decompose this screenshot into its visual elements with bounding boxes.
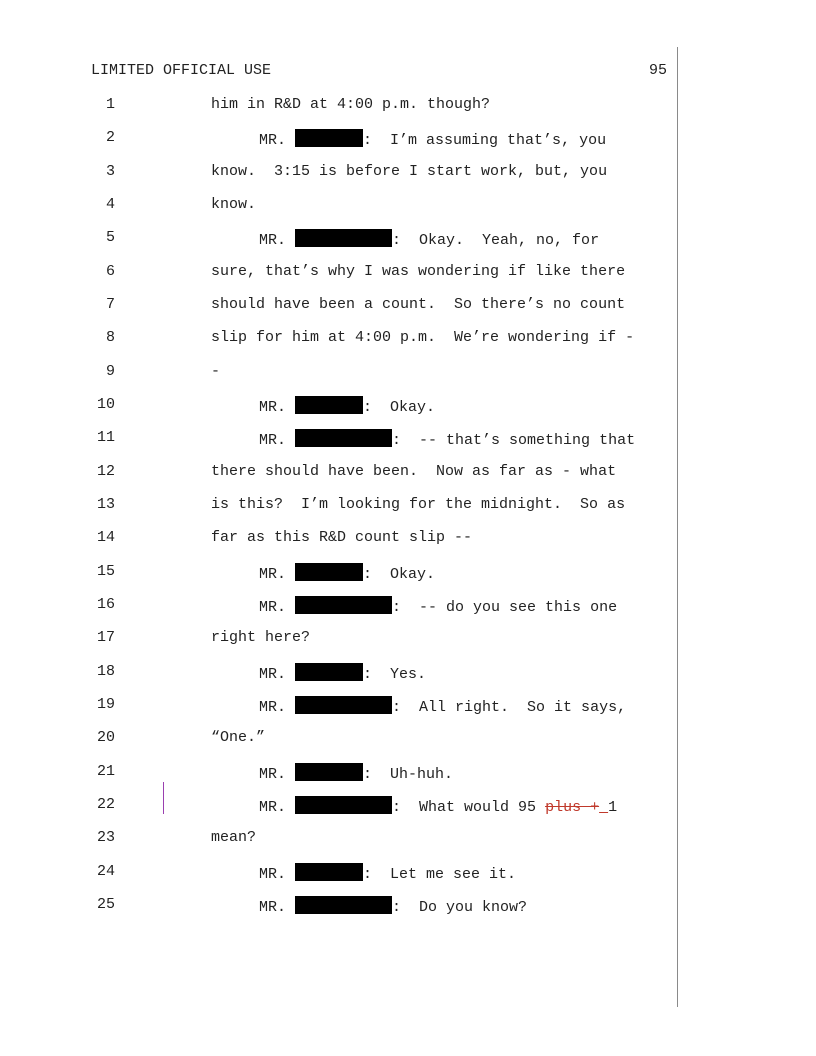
redaction-block (295, 896, 392, 914)
line-text: : I’m assuming that’s, you (363, 132, 607, 149)
line-number: 12 (96, 463, 115, 480)
transcript-line (0, 629, 816, 651)
line-number: 3 (105, 163, 115, 180)
line-number: 4 (105, 196, 115, 213)
speaker-prefix: MR. (259, 132, 287, 149)
transcript-line (0, 329, 816, 351)
speaker-line (259, 429, 635, 449)
speaker-line (259, 596, 617, 616)
line-number: 11 (96, 429, 115, 446)
line-text: : Okay. Yeah, no, for (392, 232, 600, 249)
line-number: 6 (105, 263, 115, 280)
line-text: : Uh-huh. (363, 766, 454, 783)
transcript-line (0, 163, 816, 185)
header-classification: LIMITED OFFICIAL USE (91, 62, 272, 79)
page-number: 95 (648, 62, 667, 79)
speaker-prefix: MR. (259, 799, 287, 816)
speaker-line (259, 763, 453, 783)
transcript-line (0, 529, 816, 551)
speaker-prefix: MR. (259, 866, 287, 883)
transcript-line (0, 663, 816, 685)
line-text: him in R&D at 4:00 p.m. though? (211, 96, 491, 113)
line-text: slip for him at 4:00 p.m. We’re wondering if - (211, 329, 635, 346)
line-text: should have been a count. So there’s no count (211, 296, 626, 313)
line-number: 21 (96, 763, 115, 780)
transcript-line (0, 129, 816, 151)
speaker-line (259, 896, 527, 916)
speaker-prefix: MR. (259, 766, 287, 783)
line-number: 25 (96, 896, 115, 913)
line-text-end: 1 (608, 799, 618, 816)
transcript-line (0, 463, 816, 485)
transcript-line (0, 563, 816, 585)
line-number: 7 (105, 296, 115, 313)
speaker-line (259, 396, 435, 416)
line-text: know. (211, 196, 257, 213)
transcript-line (0, 829, 816, 851)
line-text: is this? I’m looking for the midnight. So as (211, 496, 626, 513)
transcript-line (0, 196, 816, 218)
line-number: 9 (105, 363, 115, 380)
transcript-line (0, 229, 816, 251)
transcript-line (0, 696, 816, 718)
line-text: : All right. So it says, (392, 699, 627, 716)
transcript-line (0, 863, 816, 885)
speaker-line (259, 129, 606, 149)
line-number: 14 (96, 529, 115, 546)
line-number: 24 (96, 863, 115, 880)
transcript-line (0, 396, 816, 418)
line-number: 20 (96, 729, 115, 746)
line-number: 18 (96, 663, 115, 680)
tracked-deletion: plus + (545, 799, 600, 816)
transcript-line (0, 429, 816, 451)
transcript-line (0, 496, 816, 518)
speaker-line (259, 563, 435, 583)
redaction-block (295, 596, 392, 614)
redaction-block (295, 429, 392, 447)
line-text: mean? (211, 829, 257, 846)
line-text: know. 3:15 is before I start work, but, you (211, 163, 608, 180)
line-number: 17 (96, 629, 115, 646)
line-number: 2 (105, 129, 115, 146)
line-number: 13 (96, 496, 115, 513)
transcript-line (0, 296, 816, 318)
line-text: : Okay. (363, 566, 436, 583)
redaction-block (295, 129, 363, 147)
line-text: : Let me see it. (363, 866, 517, 883)
redaction-block (295, 563, 363, 581)
speaker-line (259, 663, 426, 683)
line-text: - (211, 363, 221, 380)
line-text: there should have been. Now as far as - what (211, 463, 617, 480)
tracked-insertion (599, 799, 608, 816)
line-text: “One.” (211, 729, 266, 746)
redaction-block (295, 229, 392, 247)
transcript-line (0, 796, 816, 818)
speaker-line (259, 863, 516, 883)
line-text: : -- that’s something that (392, 432, 636, 449)
line-text: : Do you know? (392, 899, 528, 916)
line-number: 16 (96, 596, 115, 613)
line-text: far as this R&D count slip -- (211, 529, 473, 546)
line-number: 19 (96, 696, 115, 713)
transcript-line (0, 263, 816, 285)
line-text: right here? (211, 629, 311, 646)
line-text: : Yes. (363, 666, 427, 683)
redaction-block (295, 663, 363, 681)
redaction-block (295, 696, 392, 714)
line-text: : -- do you see this one (392, 599, 618, 616)
line-text: : Okay. (363, 399, 436, 416)
transcript-line (0, 763, 816, 785)
speaker-prefix: MR. (259, 666, 287, 683)
line-number: 15 (96, 563, 115, 580)
transcript-line (0, 363, 816, 385)
transcript-line (0, 896, 816, 918)
redaction-block (295, 796, 392, 814)
line-number: 22 (96, 796, 115, 813)
line-text: : What would 95 (392, 799, 546, 816)
speaker-line (259, 696, 626, 716)
line-number: 10 (96, 396, 115, 413)
speaker-prefix: MR. (259, 599, 287, 616)
line-number: 5 (105, 229, 115, 246)
redaction-block (295, 396, 363, 414)
speaker-prefix: MR. (259, 899, 287, 916)
line-number: 23 (96, 829, 115, 846)
speaker-prefix: MR. (259, 432, 287, 449)
redaction-block (295, 763, 363, 781)
line-number: 8 (105, 329, 115, 346)
transcript-line (0, 96, 816, 118)
line-number: 1 (105, 96, 115, 113)
speaker-line (259, 229, 599, 249)
line-text: sure, that’s why I was wondering if like there (211, 263, 626, 280)
transcript-line (0, 729, 816, 751)
speaker-line (259, 796, 617, 816)
speaker-prefix: MR. (259, 232, 287, 249)
speaker-prefix: MR. (259, 699, 287, 716)
redaction-block (295, 863, 363, 881)
speaker-prefix: MR. (259, 399, 287, 416)
transcript-line (0, 596, 816, 618)
speaker-prefix: MR. (259, 566, 287, 583)
